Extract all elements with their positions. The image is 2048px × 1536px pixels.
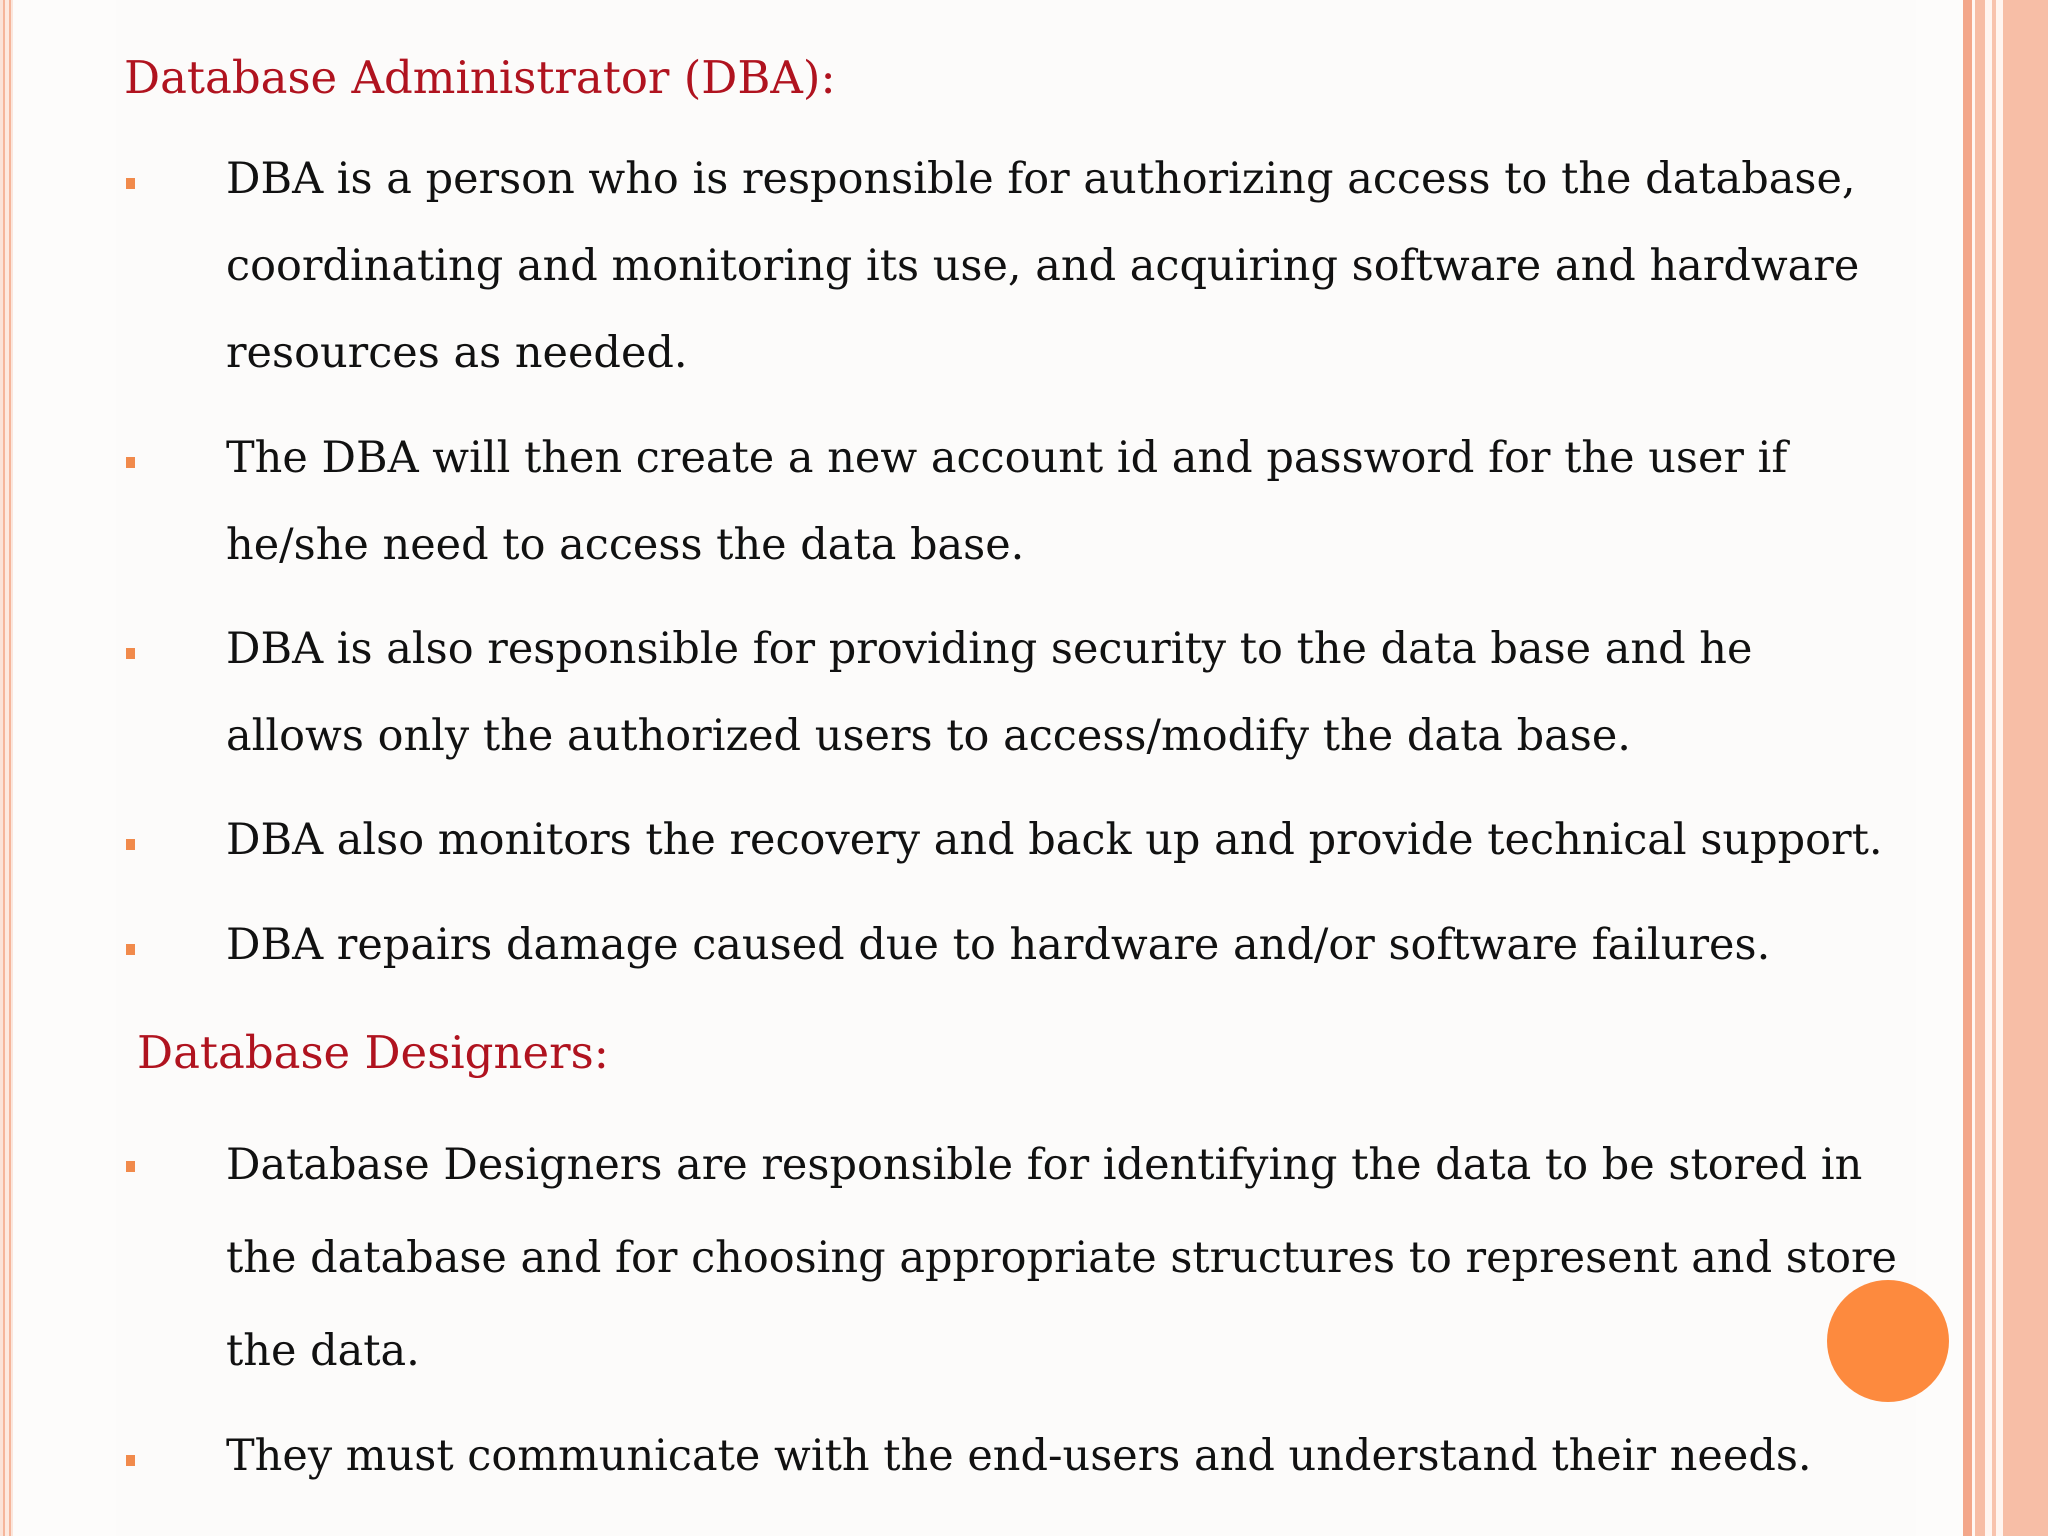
bullet-line: allows only the authorized users to access/modify the data base. bbox=[226, 711, 1631, 761]
bullet-line: DBA repairs damage caused due to hardware and/or software failures. bbox=[226, 920, 1771, 970]
bullet-line: The DBA will then create a new account id and password for the user if bbox=[226, 433, 1788, 483]
bullet-icon bbox=[126, 648, 135, 659]
bullet-dba-1 bbox=[226, 136, 1926, 397]
heading-dba: Database Administrator (DBA): bbox=[124, 51, 836, 104]
bullet-line: the data. bbox=[226, 1326, 420, 1376]
bullet-designers-1 bbox=[226, 1119, 1926, 1398]
bullet-line: DBA also monitors the recovery and back up and provide technical support. bbox=[226, 815, 1883, 865]
bullet-icon bbox=[126, 457, 135, 468]
accent-circle bbox=[1827, 1280, 1949, 1402]
bullet-icon bbox=[126, 178, 135, 189]
bullet-line: DBA is also responsible for providing security to the data base and he bbox=[226, 624, 1753, 674]
bullet-line: Database Designers are responsible for identifying the data to be stored in bbox=[226, 1140, 1863, 1190]
bullet-icon bbox=[126, 1455, 135, 1466]
bullet-line: resources as needed. bbox=[226, 328, 688, 378]
bullet-icon bbox=[126, 839, 135, 850]
bullet-dba-5 bbox=[226, 902, 1926, 989]
left-border-decoration bbox=[0, 0, 13, 1536]
right-border-decoration bbox=[1963, 0, 2048, 1536]
bullet-icon bbox=[126, 1161, 135, 1172]
bullet-icon bbox=[126, 944, 135, 955]
bullet-dba-2 bbox=[226, 415, 1926, 589]
bullet-dba-4 bbox=[226, 797, 1926, 884]
bullet-line: he/she need to access the data base. bbox=[226, 520, 1025, 570]
bullet-line: They must communicate with the end-users and understand their needs. bbox=[226, 1431, 1812, 1481]
heading-designers: Database Designers: bbox=[137, 1026, 609, 1079]
bullet-dba-3 bbox=[226, 606, 1926, 780]
bullet-line: coordinating and monitoring its use, and acquiring software and hardware bbox=[226, 241, 1860, 291]
bullet-designers-2 bbox=[226, 1413, 1926, 1500]
bullet-line: the database and for choosing appropriate structures to represent and store bbox=[226, 1233, 1897, 1283]
bullet-line: DBA is a person who is responsible for authorizing access to the database, bbox=[226, 154, 1856, 204]
